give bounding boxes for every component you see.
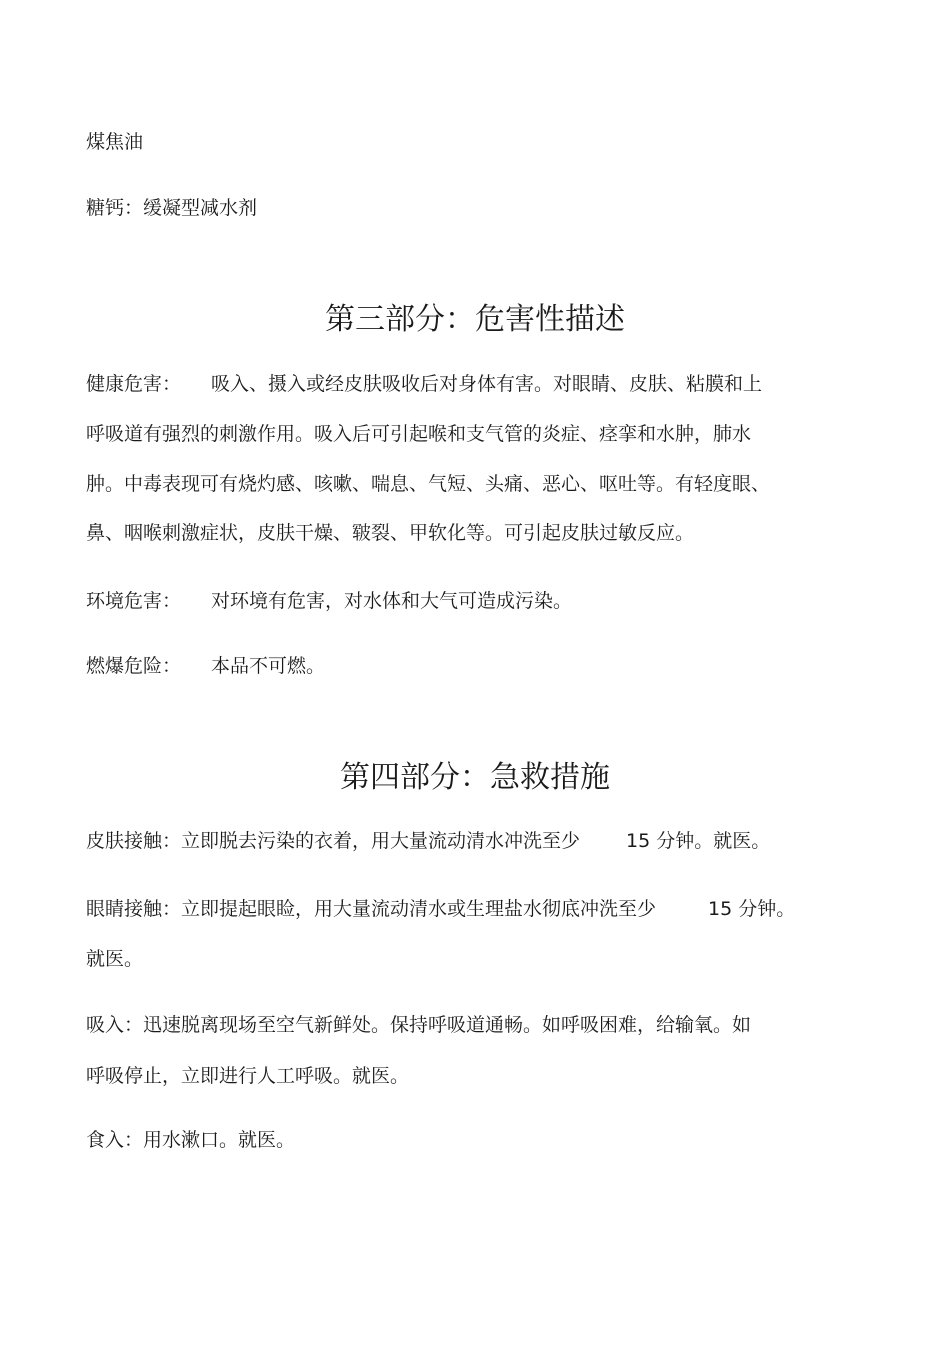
inhalation-line1: 吸入：迅速脱离现场至空气新鲜处。保持呼吸道通畅。如呼吸困难，给输氧。如	[86, 1014, 752, 1036]
health-hazard-text1: 吸入、摄入或经皮肤吸收后对身体有害。对眼睛、皮肤、粘膜和上	[211, 373, 763, 395]
env-hazard-line	[86, 587, 572, 615]
eye-contact-line1	[86, 895, 795, 923]
skin-contact-text: 皮肤接触：立即脱去污染的衣着，用大量流动清水冲洗至少	[86, 830, 581, 852]
text-coal-tar: 煤焦油	[86, 131, 144, 153]
health-hazard-line4: 鼻、咽喉刺激症状，皮肤干燥、皲裂、甲软化等。可引起皮肤过敏反应。	[86, 522, 695, 544]
inhalation-line2: 呼吸停止，立即进行人工呼吸。就医。	[86, 1065, 410, 1087]
health-hazard-label: 健康危害：	[86, 373, 182, 395]
text-sugar-calcium: 糖钙：缓凝型减水剂	[86, 197, 258, 219]
env-hazard-label: 环境危害：	[86, 590, 182, 612]
section-heading-first-aid: 第四部分：急救措施	[340, 760, 610, 795]
health-hazard-line3: 肿。中毒表现可有烧灼感、咳嗽、喘息、气短、头痛、恶心、呕吐等。有轻度眼、	[86, 473, 771, 495]
eye-contact-line2: 就医。	[86, 948, 144, 970]
ingestion-line: 食入：用水漱口。就医。	[86, 1129, 296, 1151]
fire-hazard-text: 本品不可燃。	[211, 655, 326, 677]
eye-contact-text: 眼睛接触：立即提起眼睑，用大量流动清水或生理盐水彻底冲洗至少	[86, 898, 657, 920]
health-hazard-line1	[86, 370, 762, 398]
env-hazard-text: 对环境有危害，对水体和大气可造成污染。	[211, 590, 573, 612]
fire-hazard-line	[86, 652, 325, 680]
skin-contact-line	[86, 827, 770, 855]
section-heading-hazards: 第三部分：危害性描述	[325, 302, 625, 337]
skin-contact-duration: 15 分钟。就医。	[626, 830, 771, 852]
eye-contact-duration: 15 分钟。	[708, 898, 796, 920]
health-hazard-line2: 呼吸道有强烈的刺激作用。吸入后可引起喉和支气管的炎症、痉挛和水肿，肺水	[86, 423, 752, 445]
fire-hazard-label: 燃爆危险：	[86, 655, 182, 677]
